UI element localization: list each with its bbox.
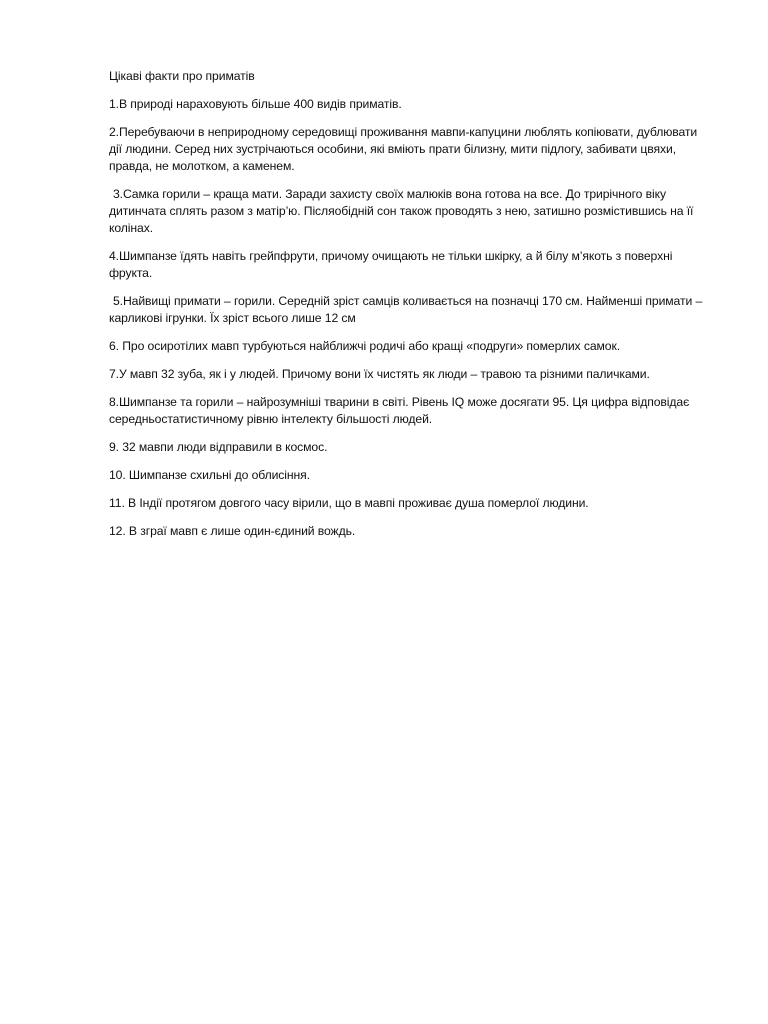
fact-4: 4.Шимпанзе їдять навіть грейпфрути, причому очищають не тільки шкірку, а й білу м’якоть з поверхні фрукта. — [109, 249, 673, 280]
fact-12: 12. В зграї мавп є лише один-єдиний вождь. — [109, 524, 356, 538]
fact-7: 7.У мавп 32 зуба, як і у людей. Причому вони їх чистять як люди – травою та різними паличками. — [109, 367, 650, 381]
document-title: Цікаві факти про приматів — [109, 69, 255, 83]
fact-5: 5.Найвищі примати – горили. Середній зріст самців коливається на позначці 170 см. Найменші примати – карликові ігрунки. Їх зріст всього лише 12 см — [109, 294, 703, 325]
fact-3: 3.Самка горили – краща мати. Заради захисту своїх малюків вона готова на все. До трирічного віку дитинчата сплять разом з матір’ю. Післяобідній сон також проводять з нею, затишно розмістившись на її колінах. — [109, 187, 694, 235]
fact-11: 11. В Індії протягом довгого часу вірили, що в мавпі проживає душа померлої людини. — [109, 496, 589, 510]
fact-2: 2.Перебуваючи в неприродному середовищі проживання мавпи-капуцини люблять копіювати, дублювати дії людини. Серед них зустрічаються особини, які вміють прати білизну, мити підлогу, забивати цвяхи, правда, не молотком, а каменем. — [109, 125, 698, 173]
fact-1: 1.В природі нараховують більше 400 видів приматів. — [109, 97, 402, 111]
fact-9: 9. 32 мавпи люди відправили в космос. — [109, 440, 328, 454]
fact-10: 10. Шимпанзе схильні до облисіння. — [109, 468, 310, 482]
fact-6: 6. Про осиротілих мавп турбуються найближчі родичі або кращі «подруги» померлих самок. — [109, 339, 620, 353]
document-body — [109, 68, 709, 551]
fact-8: 8.Шимпанзе та горили – найрозумніші тварини в світі. Рівень IQ може досягати 95. Ця цифра відповідає середньостатистичному рівню інтелекту більшості людей. — [109, 395, 690, 426]
